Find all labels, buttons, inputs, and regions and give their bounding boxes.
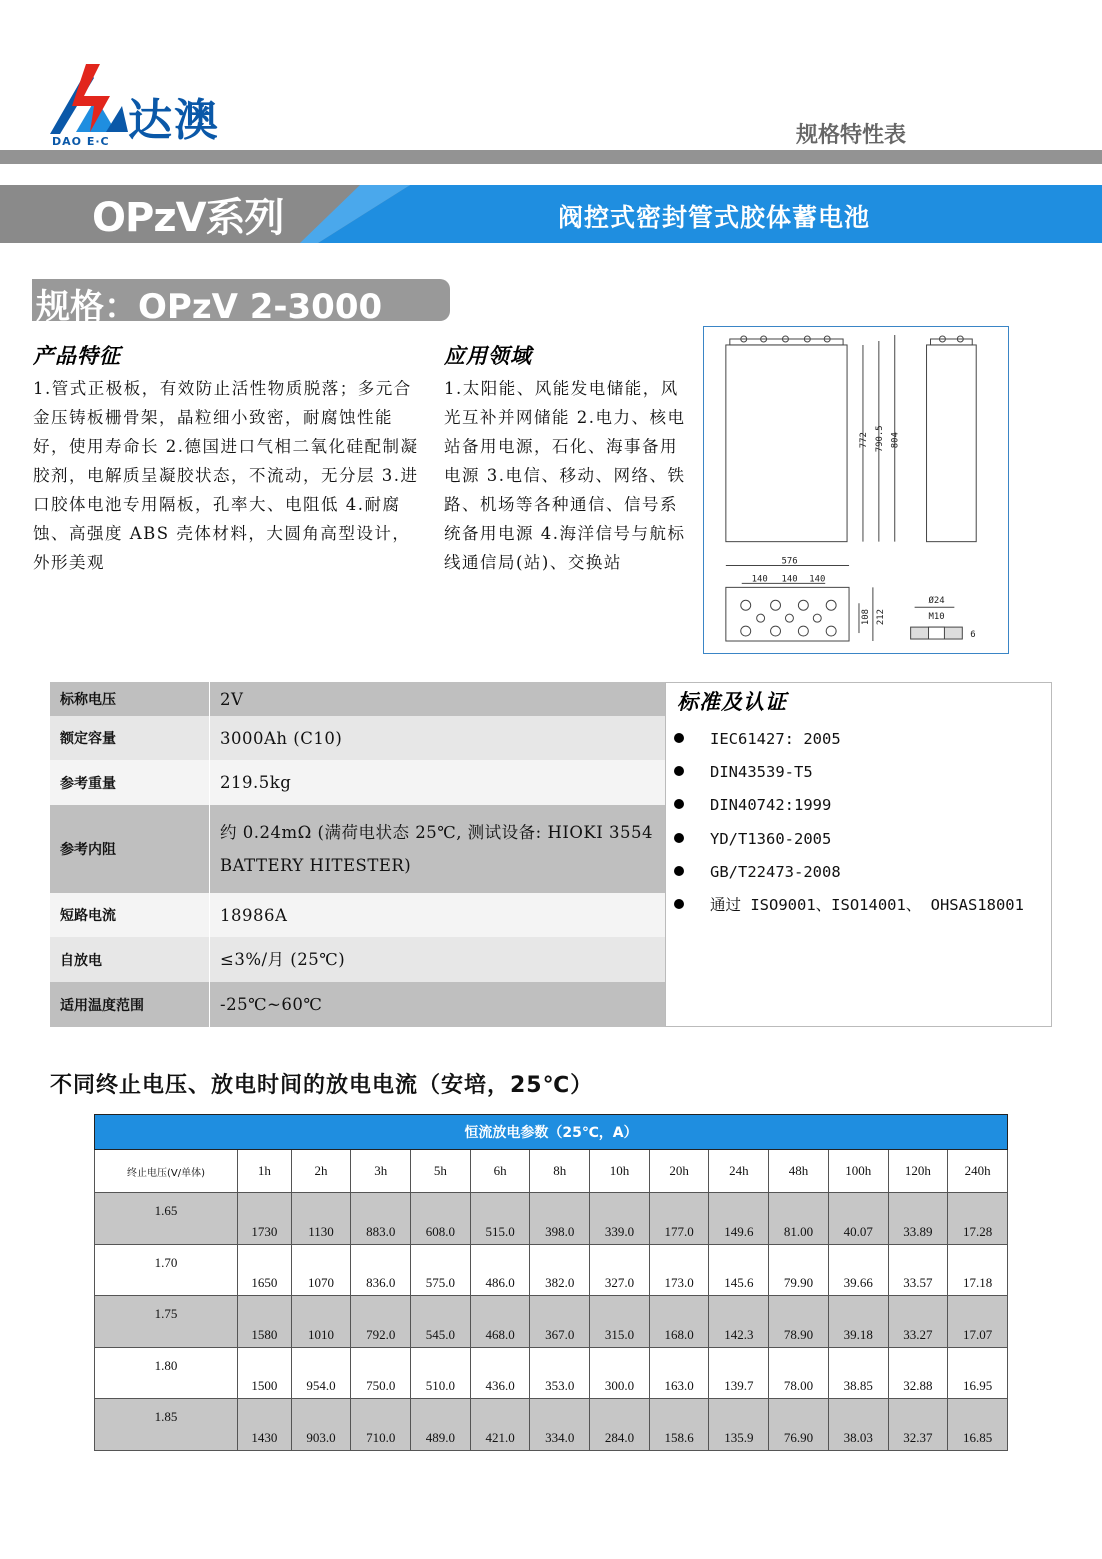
current-cell: 78.00 <box>769 1347 829 1399</box>
table-caption: 恒流放电参数（25℃，A） <box>95 1115 1008 1150</box>
dim-thread: M10 <box>928 612 945 623</box>
dim-pitch-2: 140 <box>781 574 798 585</box>
section-title: 不同终止电压、放电时间的放电电流（安培，25℃） <box>50 1073 594 1098</box>
current-cell: 510.0 <box>411 1347 471 1399</box>
current-cell: 489.0 <box>411 1399 471 1451</box>
cert-text: GB/T22473-2008 <box>710 862 841 881</box>
bullet-icon <box>674 899 684 909</box>
current-cell: 334.0 <box>530 1399 590 1451</box>
current-cell: 17.28 <box>948 1193 1008 1245</box>
current-cell: 1500 <box>238 1347 292 1399</box>
current-cell: 177.0 <box>649 1193 709 1245</box>
current-cell: 32.88 <box>888 1347 948 1399</box>
spec-row <box>50 893 665 937</box>
cert-text: YD/T1360-2005 <box>710 829 832 848</box>
current-cell: 468.0 <box>470 1296 530 1348</box>
table-header-row <box>95 1150 1008 1193</box>
column-header: 20h <box>649 1150 709 1193</box>
series-subtitle: 阀控式密封管式胶体蓄电池 <box>558 203 871 232</box>
column-header: 240h <box>948 1150 1008 1193</box>
list-item <box>674 892 1024 925</box>
current-cell: 1730 <box>238 1193 292 1245</box>
current-cell: 284.0 <box>590 1399 650 1451</box>
spec-key: 额定容量 <box>50 716 210 760</box>
spec-key: 标称电压 <box>50 682 210 716</box>
certs-list <box>674 726 1024 925</box>
current-cell: 135.9 <box>709 1399 769 1451</box>
spec-key: 适用温度范围 <box>50 982 210 1027</box>
current-cell: 1430 <box>238 1399 292 1451</box>
table-row <box>95 1296 1008 1348</box>
current-cell: 33.57 <box>888 1244 948 1296</box>
current-cell: 1010 <box>291 1296 351 1348</box>
current-cell: 40.07 <box>828 1193 888 1245</box>
current-cell: 17.07 <box>948 1296 1008 1348</box>
dim-height-a: 772 <box>858 432 869 449</box>
current-cell: 142.3 <box>709 1296 769 1348</box>
table-row <box>95 1244 1008 1296</box>
spec-row <box>50 982 665 1027</box>
current-cell: 1580 <box>238 1296 292 1348</box>
header-rule <box>0 150 1102 164</box>
logo-subtext: DAO E·C <box>52 135 110 148</box>
column-header: 1h <box>238 1150 292 1193</box>
current-cell: 421.0 <box>470 1399 530 1451</box>
end-voltage-cell: 1.80 <box>95 1347 238 1399</box>
table-row <box>95 1399 1008 1451</box>
column-header: 10h <box>590 1150 650 1193</box>
current-cell: 168.0 <box>649 1296 709 1348</box>
current-cell: 145.6 <box>709 1244 769 1296</box>
current-cell: 836.0 <box>351 1244 411 1296</box>
list-item <box>674 826 1024 859</box>
current-cell: 382.0 <box>530 1244 590 1296</box>
current-cell: 575.0 <box>411 1244 471 1296</box>
current-cell: 1650 <box>238 1244 292 1296</box>
applications-text: 1.太阳能、风能发电储能，风光互补并网储能 2.电力、核电站备用电源，石化、海事备用电源 3.电信、移动、网络、铁路、机场等各种通信、信号系统备用电源 4.海洋信号与航标线通信局(站)、交换站 <box>444 379 686 572</box>
spec-value: ≤3%/月 (25℃) <box>210 937 666 982</box>
spec-value: 2V <box>210 682 666 716</box>
current-cell: 16.95 <box>948 1347 1008 1399</box>
cert-text: DIN40742:1999 <box>710 796 832 815</box>
column-header: 5h <box>411 1150 471 1193</box>
list-item <box>674 726 1024 759</box>
current-cell: 300.0 <box>590 1347 650 1399</box>
current-cell: 486.0 <box>470 1244 530 1296</box>
current-cell: 16.85 <box>948 1399 1008 1451</box>
current-cell: 545.0 <box>411 1296 471 1348</box>
spec-value: 3000Ah (C10) <box>210 716 666 760</box>
current-cell: 327.0 <box>590 1244 650 1296</box>
current-cell: 163.0 <box>649 1347 709 1399</box>
spec-row <box>50 937 665 982</box>
current-cell: 339.0 <box>590 1193 650 1245</box>
current-cell: 436.0 <box>470 1347 530 1399</box>
cert-text: 通过 ISO9001、ISO14001、 OHSAS18001 <box>710 895 1024 914</box>
dim-thread-depth: 6 <box>970 630 976 641</box>
current-cell: 39.66 <box>828 1244 888 1296</box>
current-cell: 78.90 <box>769 1296 829 1348</box>
column-header: 120h <box>888 1150 948 1193</box>
current-cell: 750.0 <box>351 1347 411 1399</box>
spec-value: -25℃~60℃ <box>210 982 666 1027</box>
current-cell: 76.90 <box>769 1399 829 1451</box>
spec-key: 短路电流 <box>50 893 210 937</box>
spec-key: 自放电 <box>50 937 210 982</box>
end-voltage-cell: 1.70 <box>95 1244 238 1296</box>
column-header: 24h <box>709 1150 769 1193</box>
current-cell: 608.0 <box>411 1193 471 1245</box>
spec-table <box>50 682 665 1027</box>
spec-row <box>50 760 665 805</box>
current-cell: 81.00 <box>769 1193 829 1245</box>
spec-key: 参考重量 <box>50 760 210 805</box>
current-cell: 33.89 <box>888 1193 948 1245</box>
table-row <box>95 1347 1008 1399</box>
bullet-icon <box>674 799 684 809</box>
row-header-label: 终止电压(V/单体) <box>95 1150 238 1193</box>
current-cell: 158.6 <box>649 1399 709 1451</box>
column-header: 2h <box>291 1150 351 1193</box>
bullet-icon <box>674 866 684 876</box>
spec-value: 约 0.24mΩ (满荷电状态 25℃, 测试设备: HIOKI 3554 BATTERY HITESTER) <box>210 805 666 893</box>
spec-row <box>50 805 665 893</box>
dim-terminal: Ø24 <box>928 596 945 607</box>
spec-value: 219.5kg <box>210 760 666 805</box>
column-header: 6h <box>470 1150 530 1193</box>
features-text: 1.管式正极板，有效防止活性物质脱落；多元合金压铸板栅骨架，晶粒细小致密，耐腐蚀性能好，使用寿命长 2.德国进口气相二氧化硅配制凝胶剂，电解质呈凝胶状态，不流动，无分层 3.进口胶体电池专用隔板，孔率大、电阻低 4.耐腐蚀、高强度 ABS 壳体材料，大圆角高型设计，外形美观 <box>33 379 419 572</box>
current-cell: 398.0 <box>530 1193 590 1245</box>
column-header: 8h <box>530 1150 590 1193</box>
battery-drawing <box>703 326 1009 654</box>
dim-depth-a: 108 <box>860 608 871 626</box>
dim-pitch-3: 140 <box>809 574 826 585</box>
current-cell: 515.0 <box>470 1193 530 1245</box>
spec-row <box>50 716 665 760</box>
end-voltage-cell: 1.75 <box>95 1296 238 1348</box>
end-voltage-cell: 1.85 <box>95 1399 238 1451</box>
dim-pitch-1: 140 <box>751 574 768 585</box>
current-cell: 79.90 <box>769 1244 829 1296</box>
spec-value: 18986A <box>210 893 666 937</box>
current-cell: 139.7 <box>709 1347 769 1399</box>
current-cell: 883.0 <box>351 1193 411 1245</box>
current-cell: 1130 <box>291 1193 351 1245</box>
list-item <box>674 859 1024 892</box>
current-cell: 315.0 <box>590 1296 650 1348</box>
current-cell: 1070 <box>291 1244 351 1296</box>
applications-heading: 应用领域 <box>444 344 532 368</box>
list-item <box>674 792 1024 825</box>
current-cell: 17.18 <box>948 1244 1008 1296</box>
current-cell: 33.27 <box>888 1296 948 1348</box>
column-header: 100h <box>828 1150 888 1193</box>
current-cell: 173.0 <box>649 1244 709 1296</box>
cert-text: IEC61427: 2005 <box>710 730 841 748</box>
dim-height-c: 804 <box>890 432 901 449</box>
current-cell: 38.85 <box>828 1347 888 1399</box>
current-cell: 792.0 <box>351 1296 411 1348</box>
bullet-icon <box>674 733 684 743</box>
current-cell: 353.0 <box>530 1347 590 1399</box>
bullet-icon <box>674 766 684 776</box>
column-header: 3h <box>351 1150 411 1193</box>
dim-height-b: 790.5 <box>874 425 885 453</box>
current-cell: 954.0 <box>291 1347 351 1399</box>
certs-heading: 标准及认证 <box>677 690 787 714</box>
document-type: 规格特性表 <box>796 123 907 148</box>
dim-depth-b: 212 <box>875 608 886 626</box>
spec-row <box>50 682 665 716</box>
series-title: OPzV系列 <box>92 195 284 241</box>
current-cell: 38.03 <box>828 1399 888 1451</box>
bullet-icon <box>674 833 684 843</box>
spec-key: 参考内阻 <box>50 805 210 893</box>
current-cell: 367.0 <box>530 1296 590 1348</box>
dimension-drawing <box>704 327 1008 653</box>
current-cell: 710.0 <box>351 1399 411 1451</box>
current-cell: 903.0 <box>291 1399 351 1451</box>
logo-text: 达澳 <box>128 95 220 146</box>
current-cell: 32.37 <box>888 1399 948 1451</box>
list-item <box>674 759 1024 792</box>
current-cell: 39.18 <box>828 1296 888 1348</box>
table-row <box>95 1193 1008 1245</box>
cert-text: DIN43539-T5 <box>710 763 813 782</box>
current-cell: 149.6 <box>709 1193 769 1245</box>
spec-model: 规格：OPzV 2-3000 <box>36 287 383 327</box>
column-header: 48h <box>769 1150 829 1193</box>
end-voltage-cell: 1.65 <box>95 1193 238 1245</box>
discharge-table <box>94 1114 1008 1451</box>
dim-width: 576 <box>781 556 798 567</box>
features-heading: 产品特征 <box>33 344 121 368</box>
